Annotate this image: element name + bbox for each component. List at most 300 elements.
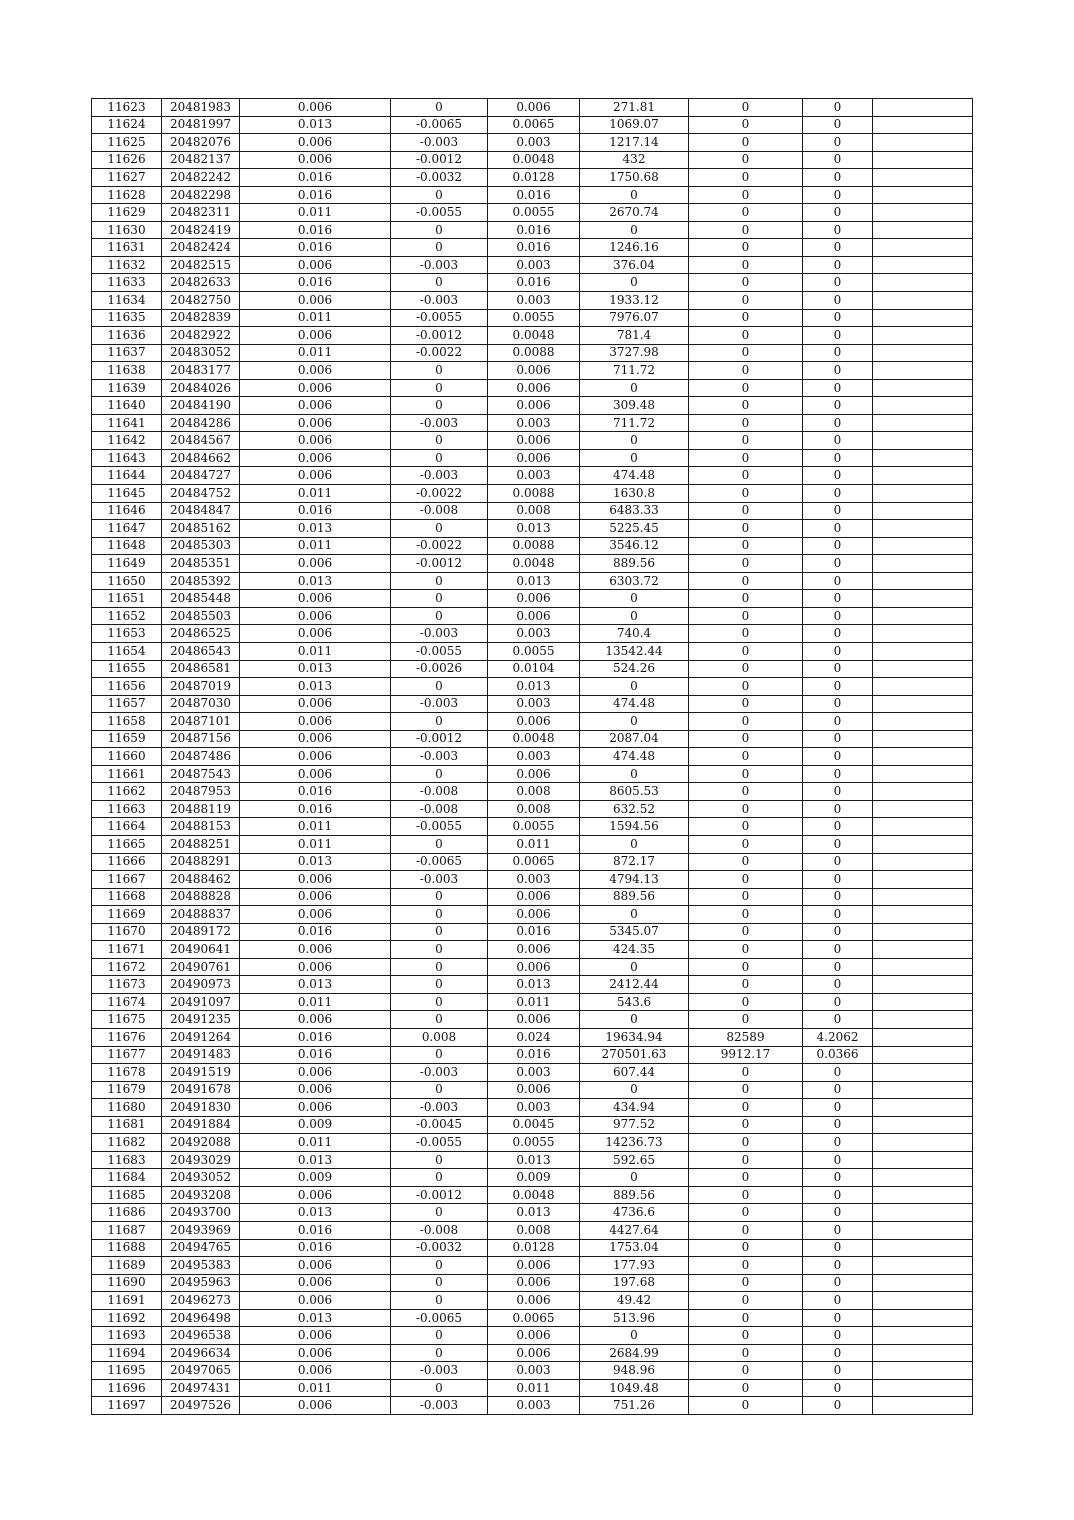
code-cell: 20482076 [162,134,240,152]
ratio-cell: 0 [803,607,873,625]
ratio-cell: 0 [803,730,873,748]
row-number-cell: 11679 [92,1081,162,1099]
empty-cell [873,642,973,660]
table-row [92,502,973,520]
value-a-cell: 0.013 [240,853,391,871]
amount-cell: 474.48 [580,748,689,766]
table-row [92,1379,973,1397]
empty-cell [873,1274,973,1292]
value-a-cell: 0.011 [240,204,391,222]
value-a-cell: 0.006 [240,695,391,713]
value-c-cell: 0.003 [488,695,580,713]
empty-cell [873,292,973,310]
ratio-cell: 0 [803,485,873,503]
table-row [92,800,973,818]
amount-cell: 1069.07 [580,116,689,134]
value-b-cell: 0 [391,1344,488,1362]
value-b-cell: 0 [391,958,488,976]
value-d-cell: 0 [689,1362,803,1380]
value-d-cell: 0 [689,853,803,871]
amount-cell: 1753.04 [580,1239,689,1257]
value-c-cell: 0.013 [488,976,580,994]
empty-cell [873,134,973,152]
empty-cell [873,993,973,1011]
value-d-cell: 0 [689,1099,803,1117]
empty-cell [873,309,973,327]
amount-cell: 432 [580,151,689,169]
empty-cell [873,1028,973,1046]
code-cell: 20494765 [162,1239,240,1257]
code-cell: 20487101 [162,713,240,731]
value-d-cell: 0 [689,1274,803,1292]
row-number-cell: 11660 [92,748,162,766]
row-number-cell: 11625 [92,134,162,152]
value-a-cell: 0.011 [240,537,391,555]
ratio-cell: 0 [803,379,873,397]
code-cell: 20482633 [162,274,240,292]
row-number-cell: 11623 [92,99,162,117]
ratio-cell: 0 [803,116,873,134]
value-c-cell: 0.013 [488,1151,580,1169]
value-c-cell: 0.0048 [488,1186,580,1204]
value-d-cell: 0 [689,1116,803,1134]
value-a-cell: 0.006 [240,1081,391,1099]
value-c-cell: 0.0128 [488,169,580,187]
value-a-cell: 0.009 [240,1169,391,1187]
value-b-cell: 0 [391,1379,488,1397]
empty-cell [873,344,973,362]
amount-cell: 0 [580,958,689,976]
amount-cell: 19634.94 [580,1028,689,1046]
table-row [92,958,973,976]
ratio-cell: 0 [803,221,873,239]
amount-cell: 0 [580,607,689,625]
value-d-cell: 0 [689,1344,803,1362]
value-c-cell: 0.006 [488,590,580,608]
value-c-cell: 0.0048 [488,151,580,169]
amount-cell: 3546.12 [580,537,689,555]
ratio-cell: 0 [803,923,873,941]
code-cell: 20493052 [162,1169,240,1187]
value-c-cell: 0.006 [488,1011,580,1029]
value-d-cell: 0 [689,625,803,643]
code-cell: 20487953 [162,783,240,801]
empty-cell [873,449,973,467]
code-cell: 20484567 [162,432,240,450]
ratio-cell: 0 [803,1204,873,1222]
row-number-cell: 11633 [92,274,162,292]
value-a-cell: 0.006 [240,590,391,608]
value-a-cell: 0.006 [240,256,391,274]
value-d-cell: 0 [689,590,803,608]
code-cell: 20488837 [162,906,240,924]
amount-cell: 0 [580,432,689,450]
table-row [92,1344,973,1362]
table-row [92,993,973,1011]
amount-cell: 0 [580,186,689,204]
amount-cell: 4736.6 [580,1204,689,1222]
table-row [92,941,973,959]
ratio-cell: 0 [803,1186,873,1204]
value-a-cell: 0.006 [240,625,391,643]
value-c-cell: 0.0048 [488,555,580,573]
amount-cell: 2087.04 [580,730,689,748]
value-b-cell: -0.0012 [391,151,488,169]
amount-cell: 0 [580,678,689,696]
value-d-cell: 0 [689,923,803,941]
row-number-cell: 11662 [92,783,162,801]
amount-cell: 6303.72 [580,572,689,590]
empty-cell [873,695,973,713]
value-a-cell: 0.006 [240,1011,391,1029]
table-row [92,221,973,239]
value-d-cell: 0 [689,221,803,239]
code-cell: 20490973 [162,976,240,994]
code-cell: 20486543 [162,642,240,660]
table-row [92,1292,973,1310]
value-d-cell: 0 [689,765,803,783]
amount-cell: 889.56 [580,888,689,906]
ratio-cell: 0 [803,1169,873,1187]
code-cell: 20487019 [162,678,240,696]
value-a-cell: 0.006 [240,713,391,731]
value-a-cell: 0.006 [240,906,391,924]
code-cell: 20484026 [162,379,240,397]
amount-cell: 781.4 [580,327,689,345]
value-c-cell: 0.006 [488,432,580,450]
code-cell: 20484847 [162,502,240,520]
ratio-cell: 0 [803,467,873,485]
empty-cell [873,1292,973,1310]
value-d-cell: 0 [689,1327,803,1345]
value-c-cell: 0.006 [488,888,580,906]
row-number-cell: 11670 [92,923,162,941]
table-row [92,713,973,731]
value-b-cell: 0 [391,1169,488,1187]
row-number-cell: 11666 [92,853,162,871]
value-b-cell: 0 [391,186,488,204]
value-b-cell: -0.003 [391,134,488,152]
value-c-cell: 0.0055 [488,642,580,660]
code-cell: 20484727 [162,467,240,485]
value-c-cell: 0.003 [488,292,580,310]
amount-cell: 711.72 [580,414,689,432]
ratio-cell: 0 [803,958,873,976]
value-b-cell: -0.0055 [391,818,488,836]
value-c-cell: 0.008 [488,783,580,801]
amount-cell: 1217.14 [580,134,689,152]
value-a-cell: 0.016 [240,221,391,239]
table-row [92,1274,973,1292]
empty-cell [873,1186,973,1204]
row-number-cell: 11636 [92,327,162,345]
value-b-cell: 0 [391,765,488,783]
table-row [92,642,973,660]
row-number-cell: 11653 [92,625,162,643]
ratio-cell: 0 [803,99,873,117]
value-b-cell: -0.008 [391,783,488,801]
table-row [92,818,973,836]
value-d-cell: 0 [689,414,803,432]
value-c-cell: 0.006 [488,1327,580,1345]
ratio-cell: 0 [803,765,873,783]
table-row [92,1257,973,1275]
value-a-cell: 0.011 [240,1134,391,1152]
value-a-cell: 0.006 [240,1257,391,1275]
empty-cell [873,99,973,117]
value-b-cell: -0.003 [391,871,488,889]
ratio-cell: 0 [803,169,873,187]
amount-cell: 0 [580,274,689,292]
value-b-cell: 0 [391,678,488,696]
code-cell: 20488462 [162,871,240,889]
amount-cell: 0 [580,1169,689,1187]
value-d-cell: 0 [689,344,803,362]
row-number-cell: 11669 [92,906,162,924]
value-b-cell: -0.003 [391,1064,488,1082]
row-number-cell: 11629 [92,204,162,222]
empty-cell [873,1204,973,1222]
amount-cell: 0 [580,1081,689,1099]
ratio-cell: 0 [803,818,873,836]
table-row [92,239,973,257]
value-a-cell: 0.011 [240,309,391,327]
value-d-cell: 9912.17 [689,1046,803,1064]
value-b-cell: -0.008 [391,800,488,818]
code-cell: 20492088 [162,1134,240,1152]
value-a-cell: 0.013 [240,1309,391,1327]
value-c-cell: 0.003 [488,414,580,432]
row-number-cell: 11650 [92,572,162,590]
value-a-cell: 0.011 [240,818,391,836]
value-d-cell: 0 [689,1292,803,1310]
value-c-cell: 0.016 [488,1046,580,1064]
table-row [92,537,973,555]
empty-cell [873,625,973,643]
value-b-cell: 0 [391,397,488,415]
empty-cell [873,204,973,222]
ratio-cell: 0 [803,292,873,310]
table-row [92,151,973,169]
value-a-cell: 0.006 [240,467,391,485]
row-number-cell: 11664 [92,818,162,836]
value-d-cell: 0 [689,748,803,766]
amount-cell: 4427.64 [580,1222,689,1240]
table-row [92,1169,973,1187]
value-c-cell: 0.003 [488,256,580,274]
amount-cell: 740.4 [580,625,689,643]
empty-cell [873,1134,973,1152]
ratio-cell: 4.2062 [803,1028,873,1046]
value-d-cell: 0 [689,1239,803,1257]
empty-cell [873,485,973,503]
amount-cell: 474.48 [580,467,689,485]
amount-cell: 2684.99 [580,1344,689,1362]
value-c-cell: 0.013 [488,572,580,590]
row-number-cell: 11677 [92,1046,162,1064]
ratio-cell: 0 [803,186,873,204]
empty-cell [873,590,973,608]
value-b-cell: 0 [391,221,488,239]
value-b-cell: 0 [391,1204,488,1222]
table-row [92,1327,973,1345]
value-c-cell: 0.013 [488,678,580,696]
table-row [92,362,973,380]
value-a-cell: 0.013 [240,572,391,590]
value-c-cell: 0.006 [488,362,580,380]
value-b-cell: 0 [391,449,488,467]
value-a-cell: 0.016 [240,1046,391,1064]
value-c-cell: 0.003 [488,625,580,643]
amount-cell: 889.56 [580,555,689,573]
value-d-cell: 0 [689,835,803,853]
value-c-cell: 0.016 [488,221,580,239]
value-b-cell: -0.003 [391,414,488,432]
amount-cell: 271.81 [580,99,689,117]
ratio-cell: 0 [803,906,873,924]
code-cell: 20491519 [162,1064,240,1082]
value-a-cell: 0.006 [240,1099,391,1117]
code-cell: 20488119 [162,800,240,818]
table-row [92,256,973,274]
amount-cell: 543.6 [580,993,689,1011]
row-number-cell: 11638 [92,362,162,380]
row-number-cell: 11661 [92,765,162,783]
code-cell: 20497526 [162,1397,240,1415]
value-c-cell: 0.0088 [488,344,580,362]
empty-cell [873,607,973,625]
value-d-cell: 0 [689,1309,803,1327]
table-row [92,116,973,134]
ratio-cell: 0 [803,327,873,345]
empty-cell [873,555,973,573]
code-cell: 20484752 [162,485,240,503]
value-b-cell: -0.0012 [391,1186,488,1204]
value-d-cell: 0 [689,1222,803,1240]
ratio-cell: 0 [803,449,873,467]
ratio-cell: 0 [803,1222,873,1240]
ratio-cell: 0 [803,555,873,573]
value-d-cell: 0 [689,941,803,959]
table-row [92,976,973,994]
ratio-cell: 0 [803,151,873,169]
value-b-cell: -0.0012 [391,730,488,748]
table-row [92,327,973,345]
ratio-cell: 0 [803,432,873,450]
value-d-cell: 0 [689,1011,803,1029]
row-number-cell: 11658 [92,713,162,731]
row-number-cell: 11637 [92,344,162,362]
ratio-cell: 0 [803,871,873,889]
amount-cell: 0 [580,221,689,239]
amount-cell: 49.42 [580,1292,689,1310]
code-cell: 20489172 [162,923,240,941]
value-a-cell: 0.006 [240,555,391,573]
row-number-cell: 11651 [92,590,162,608]
value-d-cell: 0 [689,274,803,292]
table-row [92,274,973,292]
code-cell: 20496498 [162,1309,240,1327]
amount-cell: 376.04 [580,256,689,274]
ratio-cell: 0.0366 [803,1046,873,1064]
code-cell: 20482242 [162,169,240,187]
ratio-cell: 0 [803,976,873,994]
value-b-cell: -0.0022 [391,537,488,555]
row-number-cell: 11624 [92,116,162,134]
value-d-cell: 0 [689,309,803,327]
amount-cell: 751.26 [580,1397,689,1415]
code-cell: 20485351 [162,555,240,573]
code-cell: 20493969 [162,1222,240,1240]
value-a-cell: 0.006 [240,449,391,467]
code-cell: 20486581 [162,660,240,678]
value-c-cell: 0.006 [488,607,580,625]
value-b-cell: 0 [391,976,488,994]
empty-cell [873,1397,973,1415]
value-b-cell: -0.0022 [391,485,488,503]
value-b-cell: 0 [391,1151,488,1169]
value-a-cell: 0.016 [240,1028,391,1046]
amount-cell: 0 [580,906,689,924]
amount-cell: 1594.56 [580,818,689,836]
value-d-cell: 0 [689,976,803,994]
value-d-cell: 0 [689,906,803,924]
value-a-cell: 0.006 [240,871,391,889]
empty-cell [873,1099,973,1117]
value-a-cell: 0.006 [240,888,391,906]
code-cell: 20493029 [162,1151,240,1169]
code-cell: 20484662 [162,449,240,467]
table-row [92,555,973,573]
table-row [92,1011,973,1029]
empty-cell [873,572,973,590]
value-c-cell: 0.0065 [488,1309,580,1327]
value-c-cell: 0.0055 [488,818,580,836]
code-cell: 20482839 [162,309,240,327]
value-c-cell: 0.011 [488,1379,580,1397]
value-a-cell: 0.006 [240,1292,391,1310]
value-c-cell: 0.016 [488,923,580,941]
ratio-cell: 0 [803,678,873,696]
value-c-cell: 0.006 [488,1292,580,1310]
ratio-cell: 0 [803,520,873,538]
row-number-cell: 11684 [92,1169,162,1187]
value-a-cell: 0.006 [240,292,391,310]
table-row [92,1064,973,1082]
code-cell: 20482750 [162,292,240,310]
value-b-cell: -0.0055 [391,309,488,327]
code-cell: 20482419 [162,221,240,239]
row-number-cell: 11672 [92,958,162,976]
table-row [92,432,973,450]
empty-cell [873,713,973,731]
table-row [92,1222,973,1240]
value-a-cell: 0.013 [240,976,391,994]
empty-cell [873,835,973,853]
ratio-cell: 0 [803,1379,873,1397]
ratio-cell: 0 [803,1011,873,1029]
row-number-cell: 11668 [92,888,162,906]
value-b-cell: 0 [391,835,488,853]
code-cell: 20496634 [162,1344,240,1362]
value-a-cell: 0.016 [240,783,391,801]
ratio-cell: 0 [803,888,873,906]
ratio-cell: 0 [803,256,873,274]
value-c-cell: 0.0048 [488,730,580,748]
code-cell: 20485503 [162,607,240,625]
code-cell: 20495963 [162,1274,240,1292]
table-row [92,660,973,678]
